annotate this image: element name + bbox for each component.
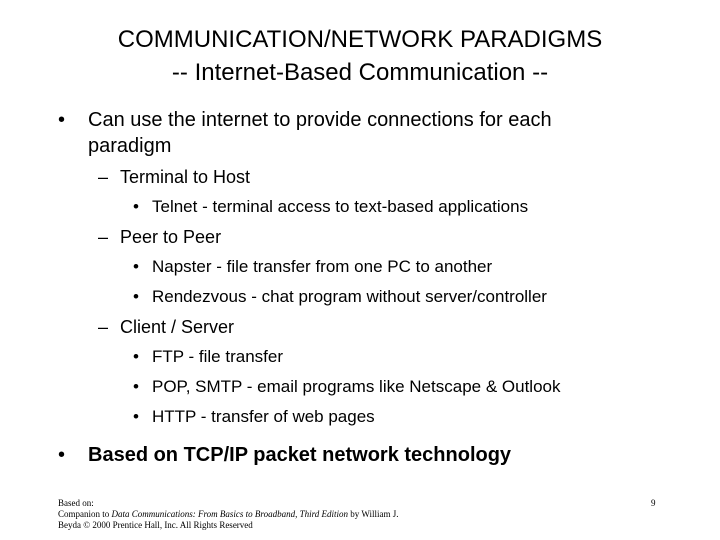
footer-citation [58,498,399,531]
footer-line-3: Beyda © 2000 Prentice Hall, Inc. All Rights Reserved [58,520,253,530]
bullet-marker: • [133,407,139,426]
bullet-marker: • [133,347,139,366]
dash-marker: – [98,227,109,247]
footer-prefix: Companion to [58,509,112,519]
title-line-2: -- Internet-Based Communication -- [171,59,549,86]
footer-suffix: by William J. [348,509,399,519]
bullet-marker: • [58,109,66,131]
bullet-marker: • [133,287,139,306]
item-ftp: FTP - file transfer [152,347,283,366]
item-rendezvous: Rendezvous - chat program without server/controller [152,287,547,306]
item-telnet: Telnet - terminal access to text-based applications [152,197,529,216]
bullet-marker: • [58,444,66,466]
subitem-peer-to-peer: Peer to Peer [120,227,222,247]
dash-marker: – [98,317,109,337]
subitem-client-server: Client / Server [120,317,235,337]
item-pop-smtp: POP, SMTP - email programs like Netscape & Outlook [152,377,561,396]
footer-book-title: Data Communications: From Basics to Broadband, Third Edition [111,509,349,519]
item-napster: Napster - file transfer from one PC to another [152,257,493,276]
item-http: HTTP - transfer of web pages [152,407,375,426]
bullet-2-text: Based on TCP/IP packet network technology [88,444,512,466]
subitem-terminal-to-host: Terminal to Host [120,167,251,187]
page-number: 9 [651,498,656,508]
bullet-1-text-line-1: Can use the internet to provide connections for each [88,109,552,131]
bullet-marker: • [133,257,139,276]
title-line-1: COMMUNICATION/NETWORK PARADIGMS [117,26,603,53]
footer-line-1: Based on: [58,498,94,508]
bullet-marker: • [133,197,139,216]
bullet-marker: • [133,377,139,396]
dash-marker: – [98,167,109,187]
bullet-1-text-line-2: paradigm [88,135,172,157]
footer-line-2 [58,509,399,520]
